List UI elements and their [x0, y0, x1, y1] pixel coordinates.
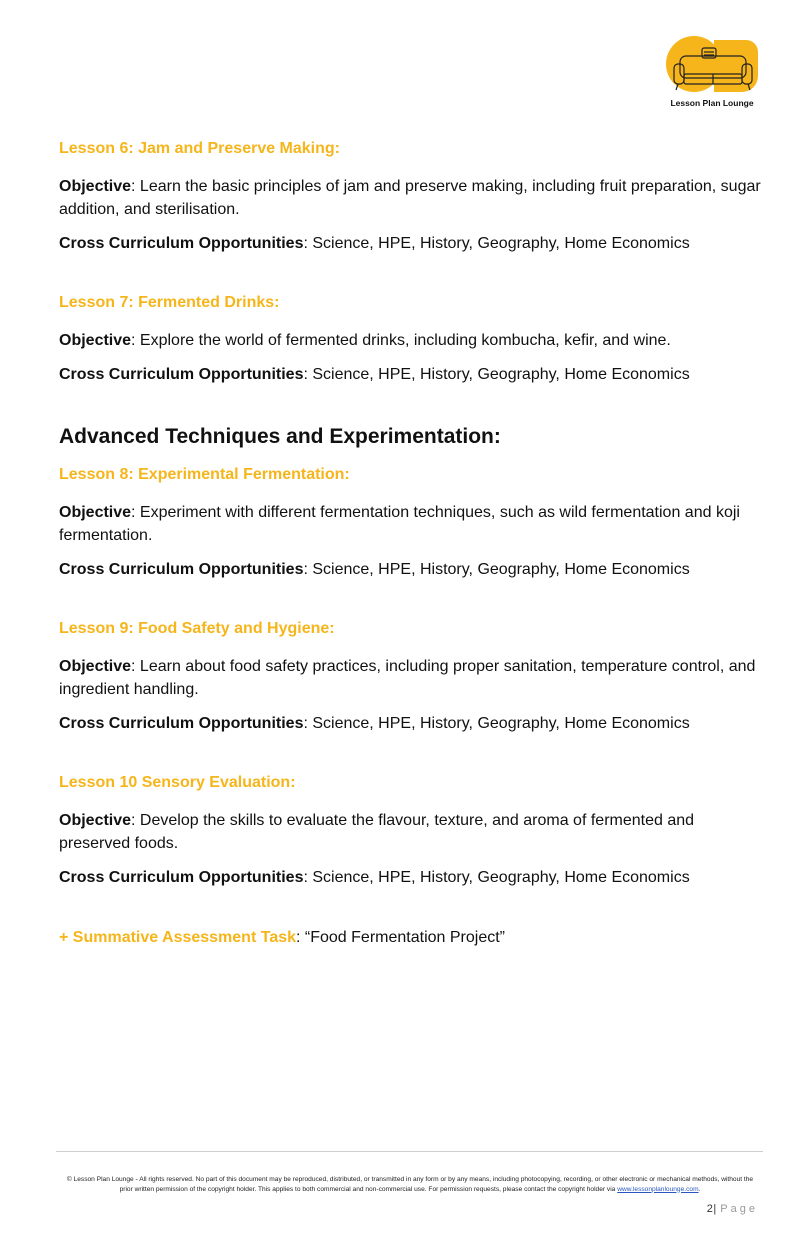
lesson-7	[59, 293, 764, 386]
cross-curriculum	[59, 712, 764, 735]
objective	[59, 329, 764, 352]
cross-curriculum-label: Cross Curriculum Opportunities	[59, 715, 304, 732]
objective-label: Objective	[59, 504, 132, 521]
cross-curriculum-label: Cross Curriculum Opportunities	[59, 366, 304, 383]
website-link[interactable]: www.lessonplanlounge.com	[617, 1185, 699, 1193]
lesson-title: Lesson 6: Jam and Preserve Making:	[59, 140, 340, 157]
lesson-title: Lesson 7: Fermented Drinks:	[59, 294, 280, 311]
lesson-6	[59, 139, 764, 255]
cross-curriculum-text: : Science, HPE, History, Geography, Home Economics	[303, 561, 690, 578]
lesson-content	[59, 139, 764, 965]
cross-curriculum-text: : Science, HPE, History, Geography, Home Economics	[303, 235, 690, 252]
objective-label: Objective	[59, 658, 132, 675]
link-suffix: .	[698, 1185, 701, 1193]
logo-text: Lesson Plan Lounge	[670, 98, 754, 108]
objective	[59, 655, 764, 701]
cross-curriculum	[59, 558, 764, 581]
lesson-title: Lesson 9: Food Safety and Hygiene:	[59, 620, 335, 637]
cross-curriculum	[59, 363, 764, 386]
cross-curriculum-text: : Science, HPE, History, Geography, Home Economics	[303, 715, 690, 732]
cross-curriculum-label: Cross Curriculum Opportunities	[59, 869, 304, 886]
objective-text: : Learn about food safety practices, including proper sanitation, temperature control, and ingredient handling.	[59, 658, 756, 698]
page-number	[707, 1203, 758, 1215]
objective-label: Objective	[59, 812, 132, 829]
copyright-text: © Lesson Plan Lounge - All rights reserved. No part of this document may be reproduced, distributed, or transmitted in any form or by any means, including photocopying, recording, or other electronic or mechanical methods, without the prior written permission of the copyright holder. This applies to both commercial and non-commercial use. For permission requests, please contact the copyright holder via	[66, 1176, 754, 1193]
footer-copyright	[64, 1175, 756, 1194]
objective-text: : Experiment with different fermentation techniques, such as wild fermentation and koji fermentation.	[59, 504, 740, 544]
cross-curriculum-label: Cross Curriculum Opportunities	[59, 235, 304, 252]
section-heading: Advanced Techniques and Experimentation:	[59, 425, 501, 448]
summative-assessment	[59, 927, 764, 949]
sofa-logo-icon	[664, 34, 760, 98]
summative-label: + Summative Assessment Task	[59, 929, 297, 946]
objective-text: : Develop the skills to evaluate the flavour, texture, and aroma of fermented and preserved foods.	[59, 812, 695, 852]
lesson-10	[59, 773, 764, 889]
page-number-value: 2	[706, 1203, 714, 1215]
cross-curriculum-text: : Science, HPE, History, Geography, Home Economics	[303, 366, 690, 383]
objective-label: Objective	[59, 178, 132, 195]
lesson-9	[59, 619, 764, 735]
logo	[664, 34, 760, 114]
objective	[59, 175, 764, 221]
lesson-8	[59, 465, 764, 581]
cross-curriculum-label: Cross Curriculum Opportunities	[59, 561, 304, 578]
objective	[59, 809, 764, 855]
cross-curriculum	[59, 232, 764, 255]
page-label: Page	[720, 1203, 758, 1215]
cross-curriculum-text: : Science, HPE, History, Geography, Home Economics	[303, 869, 690, 886]
objective-label: Objective	[59, 332, 132, 349]
lesson-title: Lesson 10 Sensory Evaluation:	[59, 774, 296, 791]
page-separator: |	[713, 1203, 717, 1215]
lesson-title: Lesson 8: Experimental Fermentation:	[59, 466, 350, 483]
cross-curriculum	[59, 866, 764, 889]
summative-text: : “Food Fermentation Project”	[296, 929, 505, 946]
objective-text: : Learn the basic principles of jam and preserve making, including fruit preparation, sugar addition, and sterilisation.	[59, 178, 761, 218]
footer-divider	[56, 1151, 763, 1152]
objective	[59, 501, 764, 547]
objective-text: : Explore the world of fermented drinks, including kombucha, kefir, and wine.	[131, 332, 671, 349]
